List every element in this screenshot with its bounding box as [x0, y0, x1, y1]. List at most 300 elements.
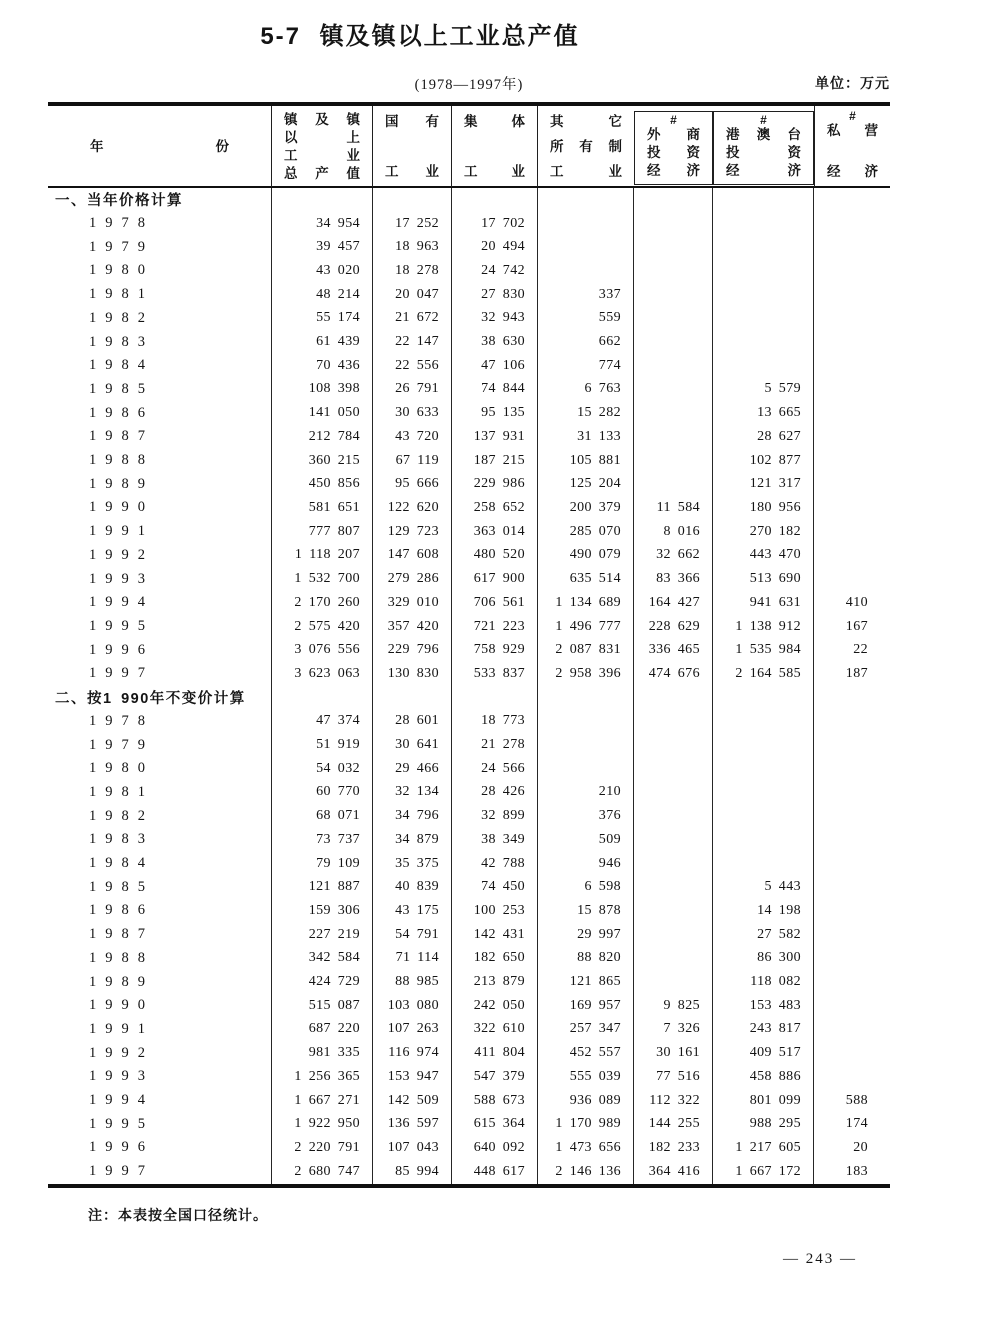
value-cell: 183	[845, 1163, 868, 1179]
value-cell	[814, 567, 890, 591]
value-cell	[452, 686, 538, 710]
value-cell: 9 825	[634, 994, 713, 1018]
value-cell: 758 929	[452, 638, 538, 662]
value-cell: 410	[845, 594, 868, 610]
value-cell: 147 608	[373, 544, 452, 568]
value-cell: 28 601	[373, 709, 452, 733]
value-cell: 615 364	[452, 1112, 538, 1136]
value-cell: 336 465	[634, 638, 713, 662]
year-cell: 1995	[48, 1112, 272, 1136]
value-cell: 22	[853, 642, 868, 658]
year-cell: 1985	[48, 378, 272, 402]
value-cell: 68 071	[272, 804, 373, 828]
page-content	[48, 0, 890, 1268]
value-cell: 450 856	[272, 472, 373, 496]
value-cell: 32 662	[634, 544, 713, 568]
year-cell: 1984	[48, 852, 272, 876]
value-cell	[814, 733, 890, 757]
value-cell: 513 690	[713, 567, 814, 591]
value-cell: 26 791	[373, 378, 452, 402]
value-cell	[634, 804, 713, 828]
value-cell	[713, 259, 814, 283]
value-cell	[634, 354, 713, 378]
value-cell: 54 791	[373, 923, 452, 947]
value-cell: 164 427	[634, 591, 713, 615]
page-title: 5-7 镇及镇以上工业总产值	[260, 23, 580, 50]
table-row	[48, 923, 890, 947]
column-header-year-label: 年份	[90, 139, 229, 154]
value-cell	[373, 188, 452, 212]
value-cell	[634, 330, 713, 354]
value-cell: 15 878	[538, 899, 634, 923]
statistics-table	[48, 102, 890, 1188]
value-cell: 125 204	[538, 472, 634, 496]
value-cell	[814, 686, 890, 710]
value-cell	[634, 852, 713, 876]
value-cell	[814, 520, 890, 544]
year-cell: 1992	[48, 544, 272, 568]
value-cell: 61 439	[272, 330, 373, 354]
value-cell: 30 641	[373, 733, 452, 757]
table-row	[48, 1018, 890, 1042]
value-cell: 182 650	[452, 947, 538, 971]
value-cell	[272, 686, 373, 710]
value-cell	[814, 875, 890, 899]
value-cell: 43 175	[373, 899, 452, 923]
value-cell	[814, 425, 890, 449]
table-row	[48, 1136, 890, 1160]
value-cell	[634, 425, 713, 449]
value-cell: 18 773	[452, 709, 538, 733]
value-cell: 941 631	[713, 591, 814, 615]
year-cell: 1986	[48, 401, 272, 425]
value-cell	[814, 259, 890, 283]
value-cell	[814, 354, 890, 378]
value-cell	[538, 188, 634, 212]
value-cell: 242 050	[452, 994, 538, 1018]
value-cell: 22 556	[373, 354, 452, 378]
value-cell: 88 985	[373, 970, 452, 994]
value-cell: 18 963	[373, 235, 452, 259]
table-row	[48, 994, 890, 1018]
value-cell	[373, 686, 452, 710]
value-cell: 43 720	[373, 425, 452, 449]
value-cell: 774	[538, 354, 634, 378]
value-cell	[814, 188, 890, 212]
value-cell: 112 322	[634, 1089, 713, 1113]
year-cell: 1986	[48, 899, 272, 923]
value-cell: 28 627	[713, 425, 814, 449]
table-row	[48, 781, 890, 805]
table-row	[48, 496, 890, 520]
year-cell: 1979	[48, 733, 272, 757]
value-cell: 376	[538, 804, 634, 828]
table-row	[48, 567, 890, 591]
value-cell: 7 326	[634, 1018, 713, 1042]
section-label-row	[48, 686, 890, 710]
value-cell: 174	[845, 1116, 868, 1132]
year-cell: 1988	[48, 947, 272, 971]
column-header-year	[48, 106, 272, 187]
value-cell	[814, 1065, 890, 1089]
value-cell: 258 652	[452, 496, 538, 520]
value-cell: 121 887	[272, 875, 373, 899]
value-cell: 38 630	[452, 330, 538, 354]
value-cell: 40 839	[373, 875, 452, 899]
value-cell: 70 436	[272, 354, 373, 378]
value-cell	[814, 804, 890, 828]
value-cell: 11 584	[634, 496, 713, 520]
value-cell: 1 535 984	[713, 638, 814, 662]
value-cell	[713, 852, 814, 876]
value-cell: 95 666	[373, 472, 452, 496]
table-row	[48, 1160, 890, 1184]
value-cell: 229 986	[452, 472, 538, 496]
value-cell: 1 170 989	[538, 1112, 634, 1136]
value-cell	[634, 235, 713, 259]
value-cell	[713, 354, 814, 378]
value-cell: 28 426	[452, 781, 538, 805]
table-subhead	[48, 73, 890, 93]
value-cell: 5 443	[713, 875, 814, 899]
value-cell	[634, 709, 713, 733]
value-cell	[634, 401, 713, 425]
value-cell: 20	[853, 1139, 868, 1155]
value-cell	[634, 733, 713, 757]
table-row	[48, 235, 890, 259]
hk-macao-taiwan-header-box: # 港澳台 投资 经济	[713, 111, 814, 185]
value-cell: 409 517	[713, 1041, 814, 1065]
value-cell: 88 820	[538, 947, 634, 971]
value-cell: 86 300	[713, 947, 814, 971]
value-cell	[814, 947, 890, 971]
value-cell: 51 919	[272, 733, 373, 757]
value-cell: 73 737	[272, 828, 373, 852]
value-cell	[634, 686, 713, 710]
value-cell: 122 620	[373, 496, 452, 520]
value-cell: 285 070	[538, 520, 634, 544]
value-cell: 60 770	[272, 781, 373, 805]
value-cell: 1 118 207	[272, 544, 373, 568]
spacer	[827, 140, 878, 163]
value-cell: 79 109	[272, 852, 373, 876]
value-cell: 1 138 912	[713, 615, 814, 639]
value-cell	[713, 188, 814, 212]
value-cell	[634, 449, 713, 473]
year-cell: 1990	[48, 496, 272, 520]
value-cell: 29 466	[373, 757, 452, 781]
value-cell: 141 050	[272, 401, 373, 425]
value-cell	[538, 709, 634, 733]
table-row	[48, 425, 890, 449]
value-cell: 27 582	[713, 923, 814, 947]
value-cell: 167	[845, 618, 868, 634]
year-cell: 1987	[48, 425, 272, 449]
value-cell: 363 014	[452, 520, 538, 544]
value-cell: 1 496 777	[538, 615, 634, 639]
table-row	[48, 875, 890, 899]
value-cell: 129 723	[373, 520, 452, 544]
value-cell: 74 844	[452, 378, 538, 402]
value-cell: 159 306	[272, 899, 373, 923]
value-cell	[814, 994, 890, 1018]
year-cell: 1997	[48, 1160, 272, 1184]
column-header-total-output: 镇及镇 以上 工业 总产值	[272, 106, 373, 187]
value-cell: 581 651	[272, 496, 373, 520]
value-cell	[713, 212, 814, 236]
value-cell	[634, 472, 713, 496]
table-body	[48, 188, 890, 1184]
value-cell: 443 470	[713, 544, 814, 568]
value-cell	[538, 235, 634, 259]
value-cell: 153 483	[713, 994, 814, 1018]
value-cell: 279 286	[373, 567, 452, 591]
value-cell	[814, 828, 890, 852]
year-cell: 1996	[48, 1136, 272, 1160]
table-row	[48, 828, 890, 852]
value-cell: 617 900	[452, 567, 538, 591]
value-cell	[713, 733, 814, 757]
table-row	[48, 330, 890, 354]
value-cell: 108 398	[272, 378, 373, 402]
value-cell: 801 099	[713, 1089, 814, 1113]
table-header	[48, 106, 890, 188]
value-cell: 640 092	[452, 1136, 538, 1160]
value-cell: 480 520	[452, 544, 538, 568]
value-cell: 1 256 365	[272, 1065, 373, 1089]
value-cell: 17 252	[373, 212, 452, 236]
section-label: 一、当年价格计算	[48, 188, 272, 212]
value-cell: 121 865	[538, 970, 634, 994]
value-cell: 687 220	[272, 1018, 373, 1042]
value-cell: 6 598	[538, 875, 634, 899]
value-cell: 71 114	[373, 947, 452, 971]
table-row	[48, 638, 890, 662]
year-cell: 1985	[48, 875, 272, 899]
value-cell: 270 182	[713, 520, 814, 544]
value-cell: 32 134	[373, 781, 452, 805]
value-cell: 142 431	[452, 923, 538, 947]
value-cell: 228 629	[634, 615, 713, 639]
foreign-header-box: # 外商 投资 经济	[634, 111, 713, 185]
year-cell: 1995	[48, 615, 272, 639]
value-cell: 946	[538, 852, 634, 876]
year-cell: 1993	[48, 567, 272, 591]
value-cell: 322 610	[452, 1018, 538, 1042]
year-cell: 1996	[48, 638, 272, 662]
value-cell: 3 623 063	[272, 662, 373, 686]
value-cell: 74 450	[452, 875, 538, 899]
value-cell: 20 494	[452, 235, 538, 259]
value-cell: 95 135	[452, 401, 538, 425]
column-header-collective: 集体 工业	[452, 106, 538, 187]
value-cell	[713, 709, 814, 733]
value-cell: 515 087	[272, 994, 373, 1018]
value-cell: 187 215	[452, 449, 538, 473]
value-cell	[634, 757, 713, 781]
year-cell: 1987	[48, 923, 272, 947]
table-row	[48, 709, 890, 733]
value-cell	[634, 307, 713, 331]
value-cell: 153 947	[373, 1065, 452, 1089]
table-row	[48, 212, 890, 236]
value-cell	[713, 330, 814, 354]
value-cell: 936 089	[538, 1089, 634, 1113]
value-cell: 55 174	[272, 307, 373, 331]
value-cell	[634, 188, 713, 212]
value-cell	[814, 544, 890, 568]
value-cell: 48 214	[272, 283, 373, 307]
value-cell: 39 457	[272, 235, 373, 259]
column-header-other-ownership: 其它 所有制 工业	[550, 114, 622, 179]
year-cell: 1994	[48, 591, 272, 615]
value-cell: 777 807	[272, 520, 373, 544]
value-cell: 411 804	[452, 1041, 538, 1065]
value-cell: 2 146 136	[538, 1160, 634, 1184]
value-cell: 30 161	[634, 1041, 713, 1065]
year-cell: 1981	[48, 781, 272, 805]
value-cell	[814, 1041, 890, 1065]
value-cell	[814, 709, 890, 733]
value-cell: 635 514	[538, 567, 634, 591]
value-cell: 130 830	[373, 662, 452, 686]
value-cell	[814, 923, 890, 947]
year-cell: 1989	[48, 472, 272, 496]
value-cell: 116 974	[373, 1041, 452, 1065]
value-cell	[814, 757, 890, 781]
value-cell	[634, 378, 713, 402]
of-which-mark: #	[670, 113, 677, 127]
value-cell: 18 278	[373, 259, 452, 283]
column-header-state-owned: 国有 工业	[373, 106, 452, 187]
value-cell: 83 366	[634, 567, 713, 591]
value-cell	[814, 496, 890, 520]
value-cell	[634, 781, 713, 805]
value-cell: 2 958 396	[538, 662, 634, 686]
value-cell: 357 420	[373, 615, 452, 639]
value-cell: 107 043	[373, 1136, 452, 1160]
column-header-private: # 私营 经济	[814, 106, 890, 187]
value-cell: 38 349	[452, 828, 538, 852]
year-cell: 1983	[48, 828, 272, 852]
table-row	[48, 591, 890, 615]
value-cell	[634, 212, 713, 236]
year-cell: 1989	[48, 970, 272, 994]
value-cell: 103 080	[373, 994, 452, 1018]
value-cell: 2 575 420	[272, 615, 373, 639]
value-cell: 210	[538, 781, 634, 805]
value-cell: 364 416	[634, 1160, 713, 1184]
value-cell: 3 076 556	[272, 638, 373, 662]
value-cell: 32 899	[452, 804, 538, 828]
page-number: — 243 —	[783, 1250, 857, 1267]
value-cell: 35 375	[373, 852, 452, 876]
value-cell: 588 673	[452, 1089, 538, 1113]
year-cell: 1981	[48, 283, 272, 307]
value-cell	[713, 307, 814, 331]
value-cell: 6 763	[538, 378, 634, 402]
table-row	[48, 354, 890, 378]
value-cell	[713, 235, 814, 259]
year-cell: 1982	[48, 307, 272, 331]
value-cell: 67 119	[373, 449, 452, 473]
value-cell: 137 931	[452, 425, 538, 449]
value-cell: 1 667 172	[713, 1160, 814, 1184]
table-row	[48, 520, 890, 544]
section-label-row	[48, 188, 890, 212]
table-row	[48, 662, 890, 686]
value-cell	[814, 401, 890, 425]
value-cell: 448 617	[452, 1160, 538, 1184]
value-cell	[272, 188, 373, 212]
footnote: 注：本表按全国口径统计。	[88, 1206, 268, 1223]
value-cell	[634, 970, 713, 994]
value-cell	[713, 686, 814, 710]
value-cell: 21 672	[373, 307, 452, 331]
value-cell: 142 509	[373, 1089, 452, 1113]
value-cell: 182 233	[634, 1136, 713, 1160]
year-cell: 1997	[48, 662, 272, 686]
value-cell	[814, 212, 890, 236]
value-cell	[814, 1018, 890, 1042]
year-cell: 1983	[48, 330, 272, 354]
value-cell	[634, 875, 713, 899]
value-cell: 30 633	[373, 401, 452, 425]
value-cell: 100 253	[452, 899, 538, 923]
value-cell	[814, 472, 890, 496]
value-cell	[814, 449, 890, 473]
value-cell: 229 796	[373, 638, 452, 662]
value-cell: 360 215	[272, 449, 373, 473]
value-cell: 118 082	[713, 970, 814, 994]
value-cell	[634, 828, 713, 852]
year-cell: 1993	[48, 1065, 272, 1089]
table-row	[48, 1089, 890, 1113]
value-cell: 981 335	[272, 1041, 373, 1065]
table-row	[48, 757, 890, 781]
value-cell: 15 282	[538, 401, 634, 425]
value-cell	[634, 259, 713, 283]
value-cell: 27 830	[452, 283, 538, 307]
table-row	[48, 804, 890, 828]
value-cell: 1 532 700	[272, 567, 373, 591]
value-cell: 212 784	[272, 425, 373, 449]
value-cell: 509	[538, 828, 634, 852]
value-cell: 105 881	[538, 449, 634, 473]
value-cell	[713, 804, 814, 828]
year-cell: 1990	[48, 994, 272, 1018]
value-cell	[814, 235, 890, 259]
value-cell: 169 957	[538, 994, 634, 1018]
section-label: 二、按1 990年不变价计算	[48, 686, 272, 710]
value-cell: 2 220 791	[272, 1136, 373, 1160]
value-cell: 20 047	[373, 283, 452, 307]
value-cell	[713, 828, 814, 852]
value-cell	[634, 947, 713, 971]
table-row	[48, 852, 890, 876]
table-row	[48, 307, 890, 331]
value-cell: 213 879	[452, 970, 538, 994]
unit-label: 单位：万元	[815, 75, 890, 91]
year-cell: 1991	[48, 520, 272, 544]
value-cell: 121 317	[713, 472, 814, 496]
value-cell	[814, 970, 890, 994]
value-cell	[634, 899, 713, 923]
table-row	[48, 970, 890, 994]
value-cell: 337	[538, 283, 634, 307]
value-cell: 85 994	[373, 1160, 452, 1184]
value-cell: 43 020	[272, 259, 373, 283]
